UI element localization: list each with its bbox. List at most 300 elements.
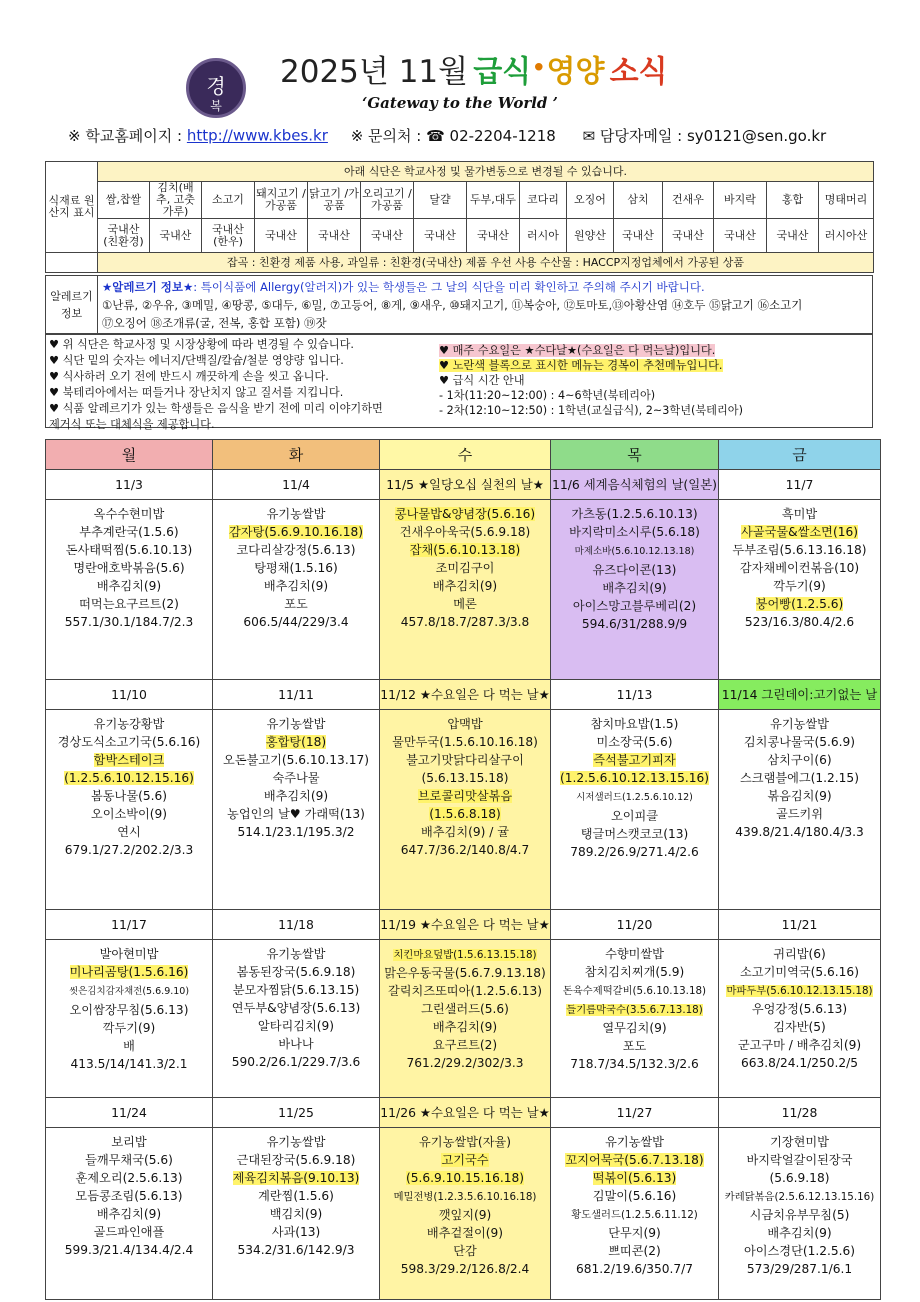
menu-item xyxy=(46,595,212,613)
menu-item xyxy=(719,751,880,769)
menu-item xyxy=(380,769,550,787)
menu-item-text: 아이스경단(1.2.5.6) xyxy=(743,1244,855,1258)
menu-item-text: 배추김치(9) xyxy=(767,1226,832,1240)
menu-cell xyxy=(719,710,881,910)
menu-item-text: 불고기맛닭다리살구이 xyxy=(406,753,524,767)
menu-item-text: 사골국물&쌀소면(16) xyxy=(741,525,858,539)
menu-item xyxy=(380,595,550,613)
origin-country: 원양산 xyxy=(567,219,614,253)
menu-item xyxy=(213,559,379,577)
menu-item xyxy=(551,1000,718,1019)
origin-item: 달걀 xyxy=(414,182,467,219)
menu-item-text: 명란애호박볶음(5.6) xyxy=(73,561,185,575)
menu-item-text: 메론 xyxy=(453,597,477,611)
menu-item-text: 761.2/29.2/302/3.3 xyxy=(406,1056,524,1070)
menu-cell xyxy=(46,500,213,680)
menu-item-text: 663.8/24.1/250.2/5 xyxy=(741,1056,858,1070)
menu-item-text: 떡볶이(5.6.13) xyxy=(592,1171,677,1185)
allergy-title: ★알레르기 정보★ xyxy=(102,280,194,294)
menu-item xyxy=(213,751,379,769)
menu-item xyxy=(719,613,880,631)
menu-item-text: 679.1/27.2/202.2/3.3 xyxy=(64,843,194,857)
homepage-link[interactable]: http://www.kbes.kr xyxy=(186,126,328,145)
origin-item: 오리고기 /가공품 xyxy=(361,182,414,219)
menu-item-text: 523/16.3/80.4/2.6 xyxy=(744,615,855,629)
menu-item xyxy=(380,733,550,751)
date-label: 11/11 xyxy=(278,686,314,702)
menu-cell xyxy=(551,500,719,680)
menu-item xyxy=(719,1187,880,1206)
allergy-list-1: ①난류, ②우유, ③메밀, ④땅콩, ⑤대두, ⑥밀, ⑦고등어, ⑧게, ⑨새우, ⑩돼지고기, ⑪복숭아, ⑫토마토,⑬아황산염 ⑭호두 ⑮닭고기 ⑯소고기 xyxy=(102,298,803,312)
menu-item-text: 유기농쌀밥 xyxy=(266,507,326,521)
origin-item: 두부,대두 xyxy=(467,182,520,219)
menu-item-text: 훈제오리(2.5.6.13) xyxy=(75,1171,183,1185)
menu-item xyxy=(213,1017,379,1035)
menu-item-text: 유기농쌀밥 xyxy=(266,1135,326,1149)
origin-item: 코다리 xyxy=(520,182,567,219)
menu-item-text: 단감 xyxy=(453,1244,477,1258)
menu-item-text: 457.8/18.7/287.3/3.8 xyxy=(400,615,530,629)
menu-item xyxy=(213,805,379,823)
menu-item-text: 건새우아욱국(5.6.9.18) xyxy=(399,525,531,539)
menu-item xyxy=(551,1037,718,1055)
menu-item-text: 백김치(9) xyxy=(269,1207,323,1221)
menu-item-text: 깍두기(9) xyxy=(102,1021,156,1035)
menu-item xyxy=(380,787,550,805)
menu-item xyxy=(213,963,379,981)
menu-item-text: 골드파인애플 xyxy=(93,1225,165,1239)
menu-item-text: 606.5/44/229/3.4 xyxy=(243,615,349,629)
origin-item: 쌀,찹쌀 xyxy=(98,182,150,219)
menu-item xyxy=(551,1055,718,1073)
menu-item xyxy=(551,1205,718,1224)
date-cell xyxy=(719,470,881,500)
menu-item xyxy=(551,597,718,615)
menu-item-text: 탕평채(1.5.16) xyxy=(254,561,338,575)
origin-country: 국내산 xyxy=(150,219,202,253)
menu-item-text: 미나리곰탕(1.5.6.16) xyxy=(69,965,189,979)
menu-item xyxy=(719,1169,880,1187)
menu-cell xyxy=(46,940,213,1098)
note-meal-time: ♥ 급식 시간 안내 xyxy=(439,374,525,387)
allergy-description: : 특이식품에 Allergy(알러지)가 있는 학생들은 그 날의 식단을 미리 확인하고 주의해 주시기 바랍니다. xyxy=(193,280,705,294)
menu-item xyxy=(380,1133,550,1151)
menu-item-text: 카레닭볶음(2.5.6.12.13.15.16) xyxy=(724,1191,875,1203)
menu-item-text: 598.3/29.2/126.8/2.4 xyxy=(400,1262,530,1276)
title-word-1: 급식 xyxy=(473,54,532,90)
date-label: 11/5 ★일당오십 실천의 날★ xyxy=(386,476,544,492)
menu-item-text: 우엉강정(5.6.13) xyxy=(751,1002,848,1016)
menu-item xyxy=(380,823,550,841)
menu-item xyxy=(719,523,880,541)
title-word-2: 영양 xyxy=(546,54,605,90)
menu-item-text: 시금치유부무침(5) xyxy=(749,1208,850,1222)
menu-item-text: 황도샐러드(1.2.5.6.11.12) xyxy=(571,1209,698,1221)
date-label: 11/6 세계음식체험의 날(일본) xyxy=(551,476,718,492)
menu-item-text: 오이소박이(9) xyxy=(90,807,168,821)
menu-item-text: 제육김치볶음(9.10.13) xyxy=(232,1171,360,1185)
menu-item-text: 연시 xyxy=(117,825,141,839)
date-cell xyxy=(551,1098,719,1128)
menu-item xyxy=(380,1206,550,1224)
origin-item: 홍합 xyxy=(767,182,819,219)
menu-item xyxy=(719,1133,880,1151)
date-cell xyxy=(380,680,551,710)
menu-item-text: 삼치구이(6) xyxy=(767,753,832,767)
allergy-info xyxy=(45,275,873,334)
menu-item xyxy=(213,1169,379,1187)
menu-item-text: 열무김치(9) xyxy=(602,1021,667,1035)
menu-item xyxy=(551,1260,718,1278)
menu-item xyxy=(46,1001,212,1019)
menu-item-text: 들기름막국수(3.5.6.7.13.18) xyxy=(566,1004,703,1016)
menu-item-text: 홍합탕(18) xyxy=(265,735,327,749)
origin-item: 삼치 xyxy=(614,182,663,219)
menu-item xyxy=(213,823,379,841)
menu-item xyxy=(719,733,880,751)
menu-item-text: 김자반(5) xyxy=(773,1020,826,1034)
date-label: 11/14 그린데이:고기없는 날 xyxy=(721,686,878,702)
menu-item xyxy=(719,1224,880,1242)
menu-item xyxy=(551,945,718,963)
title-main: 2025년 11월 xyxy=(280,54,469,90)
menu-item-text: 소고기미역국(5.6.16) xyxy=(740,965,859,979)
menu-item-text: 탱글머스캣코코(13) xyxy=(580,827,689,841)
menu-item-text: 경상도식소고기국(5.6.16) xyxy=(57,735,201,749)
menu-item xyxy=(46,1037,212,1055)
menu-item-text: 유기농강황밥 xyxy=(93,717,165,731)
menu-item-text: 시저샐러드(1.2.5.6.10.12) xyxy=(576,792,693,803)
date-cell xyxy=(380,910,551,940)
subtitle: ‘Gateway to the World ’ xyxy=(362,94,558,112)
date-label: 11/17 xyxy=(111,916,147,932)
menu-item-text: 봄동나물(5.6) xyxy=(91,789,167,803)
menu-item xyxy=(719,541,880,559)
menu-item xyxy=(46,1205,212,1223)
menu-row xyxy=(46,940,881,1098)
menu-item xyxy=(719,1036,880,1054)
date-label: 11/7 xyxy=(785,476,814,492)
menu-item xyxy=(46,541,212,559)
menu-item xyxy=(551,807,718,825)
homepage-label: ※ 학교홈페이지 : xyxy=(68,127,187,145)
header xyxy=(0,0,920,160)
origin-country: 국내산 xyxy=(614,219,663,253)
menu-item-text: 숙주나물 xyxy=(272,771,320,785)
menu-item xyxy=(213,999,379,1017)
menu-cell xyxy=(380,500,551,680)
menu-item xyxy=(551,1019,718,1037)
menu-item-text: 바나나 xyxy=(278,1037,314,1051)
origin-notice: 아래 식단은 학교사정 및 물가변동으로 변경될 수 있습니다. xyxy=(98,162,874,182)
origin-item: 김치(배추, 고춧가루) xyxy=(150,182,202,219)
menu-item-text: 참치김치찌개(5.9) xyxy=(584,965,685,979)
menu-item xyxy=(551,505,718,523)
menu-item-text: 군고구마 / 배추김치(9) xyxy=(737,1038,862,1052)
notes-right xyxy=(439,343,869,418)
date-cell xyxy=(719,1098,881,1128)
menu-item xyxy=(46,805,212,823)
menu-item xyxy=(551,615,718,633)
allergy-label: 알레르기 정보 xyxy=(46,276,98,333)
menu-item-text: 590.2/26.1/229.7/3.6 xyxy=(231,1055,361,1069)
menu-item-text: 감자채베이컨볶음(10) xyxy=(739,561,860,575)
note-line: ♥ 식단 밑의 숫자는 에너지/단백질/칼슘/철분 영양량 입니다. xyxy=(49,354,344,367)
menu-item-text: 오이피클 xyxy=(610,809,659,823)
menu-item-text: 배추김치(9) xyxy=(263,789,329,803)
menu-item xyxy=(380,559,550,577)
menu-item xyxy=(551,1187,718,1205)
menu-row xyxy=(46,500,881,680)
menu-item xyxy=(719,1260,880,1278)
menu-item-text: 연두부&양념장(5.6.13) xyxy=(231,1001,361,1015)
menu-item-text: 계란찜(1.5.6) xyxy=(258,1189,334,1203)
menu-item-text: 789.2/26.9/271.4/2.6 xyxy=(570,845,699,859)
menu-item-text: 배추김치(9) / 귤 xyxy=(421,825,509,839)
menu-item xyxy=(719,505,880,523)
menu-item-text: 두부조림(5.6.13.16.18) xyxy=(732,543,867,557)
menu-item-text: 스크램블에그(1.2.15) xyxy=(740,771,859,785)
menu-item xyxy=(213,769,379,787)
origin-country: 국내산 xyxy=(414,219,467,253)
date-row xyxy=(46,910,881,940)
date-label: 11/12 ★수요일은 다 먹는 날★ xyxy=(380,686,550,702)
date-label: 11/13 xyxy=(616,686,653,702)
date-cell xyxy=(551,680,719,710)
origin-country: 국내산 xyxy=(714,219,767,253)
origin-country: 국내산 xyxy=(308,219,361,253)
menu-item-text: 볶음김치(9) xyxy=(767,789,832,803)
menu-item xyxy=(380,541,550,559)
menu-item xyxy=(380,505,550,523)
menu-item xyxy=(719,963,880,981)
menu-item xyxy=(213,1223,379,1241)
origin-table xyxy=(45,161,874,273)
menu-item-text: 돈사태떡찜(5.6.10.13) xyxy=(65,543,193,557)
menu-item-text: 보리밥 xyxy=(111,1135,147,1149)
menu-item-text: (5.6.13.15.18) xyxy=(421,771,509,785)
menu-item-text: 647.7/36.2/140.8/4.7 xyxy=(400,843,530,857)
menu-item-text: 발아현미밥 xyxy=(99,947,159,961)
menu-item-text: 681.2/19.6/350.7/7 xyxy=(576,1262,693,1276)
menu-item xyxy=(46,1133,212,1151)
menu-cell xyxy=(719,500,881,680)
raw-material-note: 잡곡 : 친환경 제품 사용, 과일류 : 친환경(국내산) 제품 우선 사용 수산물 : HACCP지정업체에서 가공된 상품 xyxy=(98,253,874,273)
menu-item-text: 요구르트(2) xyxy=(432,1038,498,1052)
date-label: 11/4 xyxy=(282,476,310,492)
menu-item-text: (5.6.9.10.15.16.18) xyxy=(405,1171,525,1185)
menu-item xyxy=(719,1054,880,1072)
origin-country: 국내산 xyxy=(663,219,714,253)
menu-cell xyxy=(719,940,881,1098)
title-dot: • xyxy=(531,53,547,84)
notes-left xyxy=(49,337,434,433)
menu-item-text: 사과(13) xyxy=(271,1225,321,1239)
menu-item xyxy=(46,1151,212,1169)
menu-item xyxy=(380,1169,550,1187)
note-meal-time-1: - 1차(11:20~12:00) : 4~6학년(북테리아) xyxy=(439,389,656,402)
menu-item xyxy=(719,1242,880,1260)
menu-item-text: 573/29/287.1/6.1 xyxy=(746,1262,853,1276)
menu-item xyxy=(46,1187,212,1205)
menu-item-text: 배추김치(9) xyxy=(96,579,162,593)
date-label: 11/28 xyxy=(781,1104,818,1120)
day-header-monday: 월 xyxy=(46,440,213,470)
menu-item xyxy=(46,981,212,1001)
menu-item-text: 돈육수제떡갈비(5.6.10.13.18) xyxy=(562,985,707,997)
menu-item xyxy=(46,823,212,841)
menu-item-text: 유기농쌀밥 xyxy=(605,1135,664,1149)
menu-item xyxy=(380,841,550,859)
menu-item xyxy=(213,1241,379,1259)
menu-item-text: 마파두부(5.6.10.12.13.15.18) xyxy=(726,985,873,997)
menu-item-text: 유기농쌀밥(자율) xyxy=(419,1135,511,1149)
menu-item-text: 기장현미밥 xyxy=(770,1135,829,1149)
menu-item xyxy=(380,1000,550,1018)
date-label: 11/19 ★수요일은 다 먹는 날★ xyxy=(380,916,550,932)
menu-item xyxy=(380,982,550,1000)
menu-item xyxy=(213,523,379,541)
menu-item-text: 봄동된장국(5.6.9.18) xyxy=(236,965,356,979)
menu-item-text: 감자탕(5.6.9.10.16.18) xyxy=(229,525,363,539)
menu-item-text: 마제소바(5.6.10.12.13.18) xyxy=(574,546,695,557)
menu-item xyxy=(213,541,379,559)
date-cell xyxy=(380,1098,551,1128)
menu-item xyxy=(719,1000,880,1018)
menu-item-text: (1.2.5.6.10.12.13.15.16) xyxy=(559,771,710,785)
menu-item-text: 콩나물밥&양념장(5.6.16) xyxy=(394,507,536,521)
menu-item-text: 오이쌈장무침(5.6.13) xyxy=(69,1003,189,1017)
menu-item-text: 배추김치(9) xyxy=(96,1207,162,1221)
menu-item xyxy=(551,769,718,787)
menu-item xyxy=(380,751,550,769)
menu-item-text: 붕어빵(1.2.5.6) xyxy=(755,597,844,611)
date-cell xyxy=(46,680,213,710)
page-title xyxy=(280,46,780,90)
menu-item xyxy=(213,1187,379,1205)
menu-item-text: 농업인의 날♥ 가래떡(13) xyxy=(227,807,365,821)
menu-cell xyxy=(46,710,213,910)
menu-table xyxy=(45,439,881,1300)
menu-item-text: 깍두기(9) xyxy=(773,579,826,593)
menu-item-text: 꼬지어묵국(5.6.7.13.18) xyxy=(565,1153,704,1167)
date-row xyxy=(46,680,881,710)
menu-item xyxy=(551,715,718,733)
menu-item xyxy=(46,715,212,733)
menu-item xyxy=(46,787,212,805)
menu-item xyxy=(213,595,379,613)
menu-cell xyxy=(213,710,380,910)
menu-item xyxy=(46,733,212,751)
menu-item-text: 오돈불고기(5.6.10.13.17) xyxy=(223,753,369,767)
menu-cell xyxy=(380,710,551,910)
menu-item xyxy=(719,945,880,963)
menu-item xyxy=(719,715,880,733)
menu-item-text: 쁘띠콘(2) xyxy=(608,1244,661,1258)
menu-item-text: (1.5.6.8.18) xyxy=(429,807,501,821)
menu-item xyxy=(213,613,379,631)
menu-item xyxy=(551,963,718,981)
menu-item xyxy=(213,577,379,595)
menu-item-text: 모듬콩조림(5.6.13) xyxy=(75,1189,183,1203)
menu-item-text: 떠먹는요구르트(2) xyxy=(79,597,179,611)
menu-item-text: 압맥밥 xyxy=(447,717,483,731)
menu-item xyxy=(46,505,212,523)
menu-item-text: 594.6/31/288.9/9 xyxy=(581,617,688,631)
menu-item xyxy=(380,945,550,964)
note-line: 제거식 또는 대체식을 제공합니다. xyxy=(49,418,215,431)
menu-item xyxy=(46,1223,212,1241)
day-header-thursday: 목 xyxy=(551,440,719,470)
menu-item xyxy=(380,1260,550,1278)
date-row xyxy=(46,1098,881,1128)
menu-item-text: 그린샐러드(5.6) xyxy=(421,1002,509,1016)
menu-item-text: 씻은김치감자채전(5.6.9.10) xyxy=(68,986,190,997)
origin-country: 국내산 xyxy=(467,219,520,253)
menu-cell xyxy=(213,500,380,680)
menu-item xyxy=(213,1151,379,1169)
origin-item: 닭고기 /가공품 xyxy=(308,182,361,219)
menu-item xyxy=(551,751,718,769)
allergy-list-2: ⑰오징어 ⑱조개류(굴, 전복, 홍합 포함) ⑲잣 xyxy=(102,316,327,330)
menu-item-text: 단무지(9) xyxy=(608,1226,661,1240)
note-wednesday: ♥ 매주 수요일은 ★수다날★(수요일은 다 먹는날)입니다. xyxy=(439,344,716,357)
menu-item-text: 수향미쌀밥 xyxy=(605,947,664,961)
origin-item: 건새우 xyxy=(663,182,714,219)
menu-item xyxy=(719,577,880,595)
menu-item-text: 599.3/21.4/134.4/2.4 xyxy=(64,1243,194,1257)
menu-item xyxy=(380,1187,550,1206)
menu-item xyxy=(46,769,212,787)
menu-cell xyxy=(380,1128,551,1300)
menu-item xyxy=(213,733,379,751)
menu-cell xyxy=(551,710,719,910)
menu-item-text: 포도 xyxy=(284,597,308,611)
menu-item-text: 함박스테이크 xyxy=(93,753,165,767)
menu-item-text: 참치마요밥(1.5) xyxy=(590,717,679,731)
menu-item-text: 유기농쌀밥 xyxy=(770,717,829,731)
menu-item-text: 조미김구이 xyxy=(435,561,495,575)
date-cell xyxy=(46,1098,213,1128)
date-label: 11/27 xyxy=(616,1104,653,1120)
menu-item xyxy=(213,945,379,963)
menu-item xyxy=(46,841,212,859)
origin-country: 러시아산 xyxy=(819,219,874,253)
logo-top-text: 경 xyxy=(206,74,226,98)
menu-item-text: 바지락얼갈이된장국 xyxy=(746,1153,853,1167)
menu-cell xyxy=(551,1128,719,1300)
menu-item xyxy=(719,787,880,805)
menu-item-text: 코다리살강정(5.6.13) xyxy=(236,543,356,557)
title-word-3: 소식 xyxy=(609,54,668,90)
menu-item-text: 김말이(5.6.16) xyxy=(592,1189,677,1203)
menu-item-text: 갈릭치즈또띠아(1.2.5.6.13) xyxy=(388,984,542,998)
menu-cell xyxy=(380,940,551,1098)
date-label: 11/20 xyxy=(616,916,653,932)
menu-item-text: 557.1/30.1/184.7/2.3 xyxy=(64,615,194,629)
menu-item-text: 514.1/23.1/195.3/2 xyxy=(237,825,355,839)
menu-item xyxy=(46,559,212,577)
menu-item-text: 고기국수 xyxy=(441,1153,489,1167)
origin-item: 바지락 xyxy=(714,182,767,219)
menu-item-text: 부추계란국(1.5.6) xyxy=(79,525,179,539)
menu-item-text: 들깨무채국(5.6) xyxy=(85,1153,173,1167)
menu-item xyxy=(551,1151,718,1169)
menu-item xyxy=(551,825,718,843)
menu-item xyxy=(551,1224,718,1242)
origin-label: 식재료 원산지 표시 xyxy=(46,162,98,253)
menu-item-text: 김치콩나물국(5.6.9) xyxy=(743,735,856,749)
